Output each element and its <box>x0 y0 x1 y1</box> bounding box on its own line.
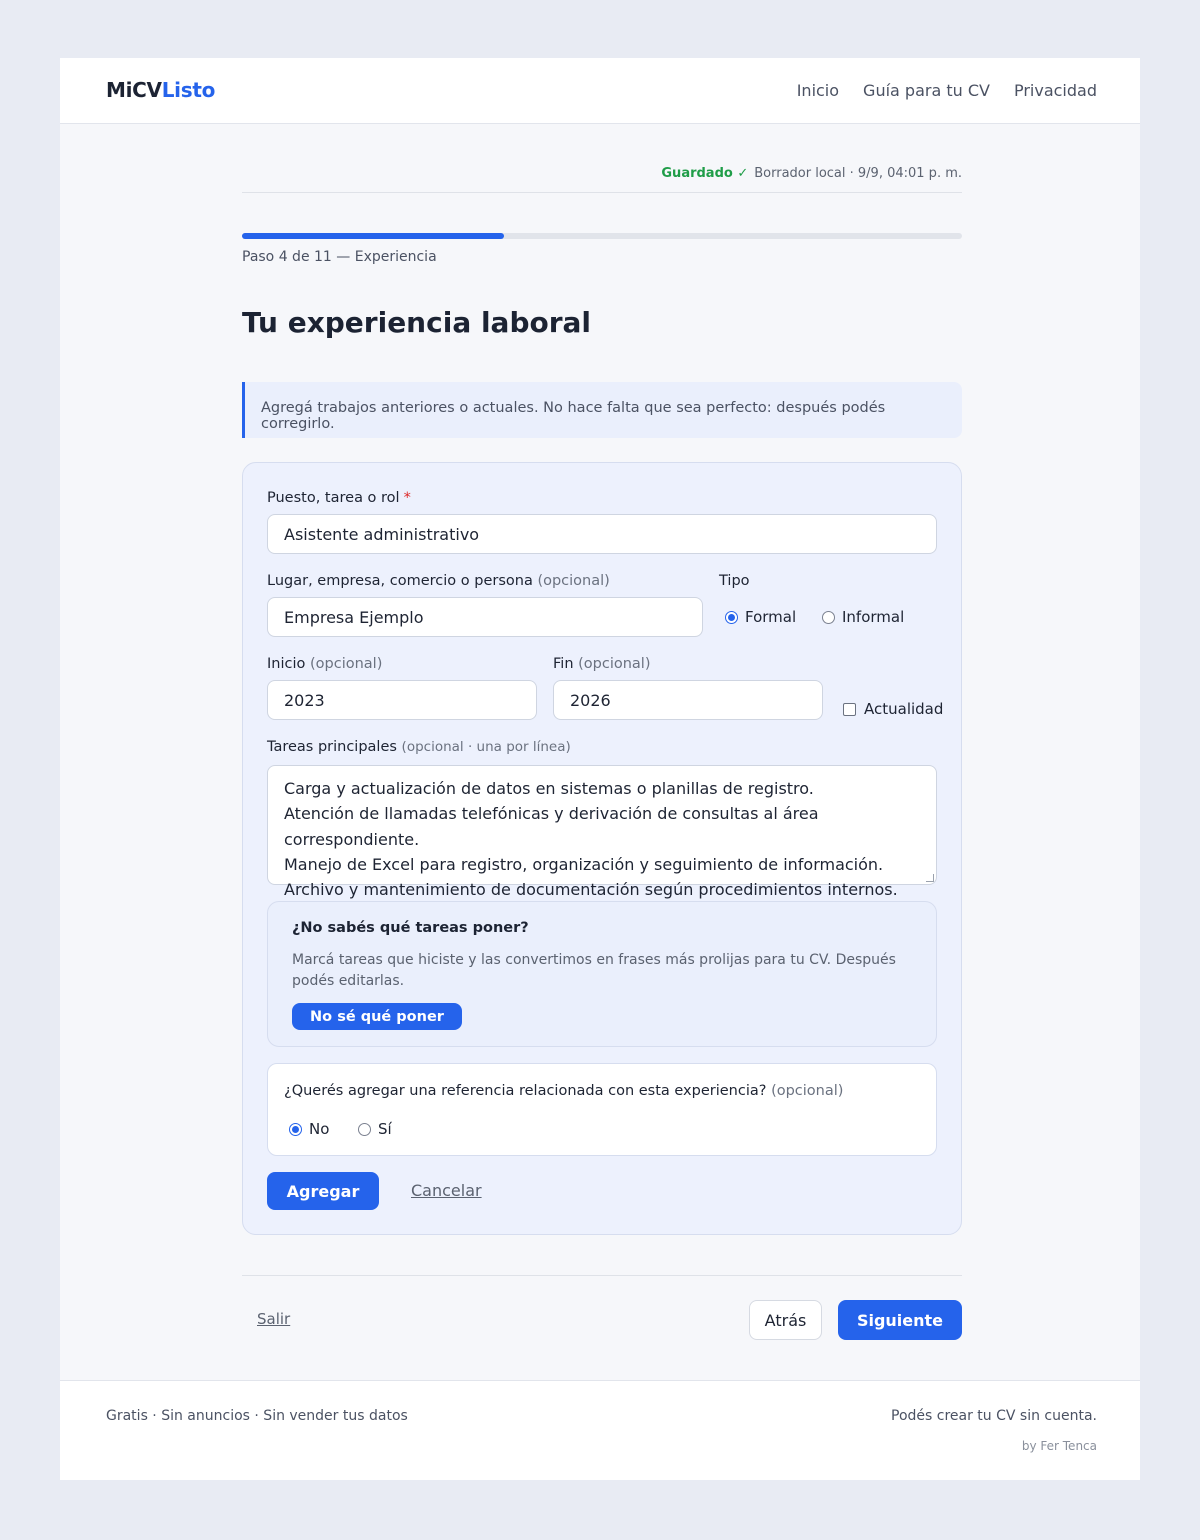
tasks-help-box <box>267 901 937 1047</box>
progress-fill <box>242 233 504 239</box>
reference-question: ¿Querés agregar una referencia relacionada con esta experiencia? (opcional) <box>284 1083 844 1099</box>
reference-no-option[interactable]: No <box>289 1120 329 1138</box>
role-label: Puesto, tarea o rol * <box>267 490 411 506</box>
help-title: ¿No sabés qué tareas poner? <box>292 920 529 936</box>
type-label: Tipo <box>719 573 750 589</box>
tasks-label: Tareas principales (opcional · una por línea) <box>267 739 571 755</box>
current-option[interactable]: Actualidad <box>843 700 943 718</box>
draft-status: Borrador local · 9/9, 04:01 p. m. <box>754 166 962 181</box>
page <box>60 58 1140 1480</box>
task-line: Manejo de Excel para registro, organización y seguimiento de información. <box>284 854 884 874</box>
site-header <box>60 58 1140 124</box>
brand-logo[interactable]: MiCVListo <box>106 78 216 102</box>
end-label: Fin (opcional) <box>553 656 651 672</box>
step-label: Paso 4 de 11 — Experiencia <box>242 249 437 265</box>
company-label: Lugar, empresa, comercio o persona (opcional) <box>267 573 610 589</box>
task-line: Archivo y mantenimiento de documentación según procedimientos internos. <box>284 880 898 900</box>
resize-handle[interactable] <box>926 874 934 882</box>
type-informal-option[interactable]: Informal <box>822 608 904 626</box>
saved-badge: Guardado ✓ <box>661 166 749 181</box>
footer-credit[interactable]: by Fer Tenca <box>1021 1439 1097 1453</box>
start-label: Inicio (opcional) <box>267 656 383 672</box>
task-line: Atención de llamadas telefónicas y derivación de consultas al área correspondiente. <box>284 804 819 849</box>
next-button[interactable]: Siguiente <box>838 1300 962 1340</box>
save-status-bar <box>242 166 962 193</box>
help-text: Marcá tareas que hiciste y las convertimos en frases más prolijas para tu CV. Después podés editarlas. <box>292 952 896 989</box>
top-nav <box>797 81 1097 100</box>
cancel-link[interactable]: Cancelar <box>411 1181 482 1200</box>
company-input[interactable] <box>267 597 703 637</box>
divider <box>242 1275 962 1276</box>
type-formal-radio[interactable] <box>725 611 738 624</box>
tasks-textarea[interactable] <box>267 765 937 900</box>
reference-box <box>267 1063 937 1156</box>
type-formal-option[interactable]: Formal <box>725 608 796 626</box>
reference-yes-option[interactable]: Sí <box>358 1120 392 1138</box>
nav-privacidad[interactable]: Privacidad <box>1013 81 1097 100</box>
required-marker: * <box>403 490 411 506</box>
page-title: Tu experiencia laboral <box>242 306 592 339</box>
experience-form-card <box>242 462 962 1235</box>
start-input[interactable] <box>267 680 537 720</box>
back-button[interactable]: Atrás <box>749 1300 822 1340</box>
current-checkbox[interactable] <box>843 703 856 716</box>
add-button[interactable]: Agregar <box>267 1172 379 1210</box>
exit-link[interactable]: Salir <box>257 1310 291 1328</box>
suggest-tasks-button[interactable]: No sé qué poner <box>292 1003 462 1030</box>
reference-yes-radio[interactable] <box>358 1123 371 1136</box>
footer-note: Podés crear tu CV sin cuenta. <box>891 1408 1097 1424</box>
hint-box: Agregá trabajos anteriores o actuales. No hace falta que sea perfecto: después podés corregirlo. <box>242 382 962 438</box>
type-informal-radio[interactable] <box>822 611 835 624</box>
end-input[interactable] <box>553 680 823 720</box>
nav-guia[interactable]: Guía para tu CV <box>863 81 990 100</box>
site-footer <box>60 1380 1140 1480</box>
footer-tagline: Gratis · Sin anuncios · Sin vender tus datos <box>106 1408 408 1424</box>
role-input[interactable] <box>267 514 937 554</box>
reference-no-radio[interactable] <box>289 1123 302 1136</box>
nav-inicio[interactable]: Inicio <box>796 81 840 100</box>
task-line: Carga y actualización de datos en sistemas o planillas de registro. <box>284 779 814 798</box>
progress-bar <box>242 233 962 239</box>
